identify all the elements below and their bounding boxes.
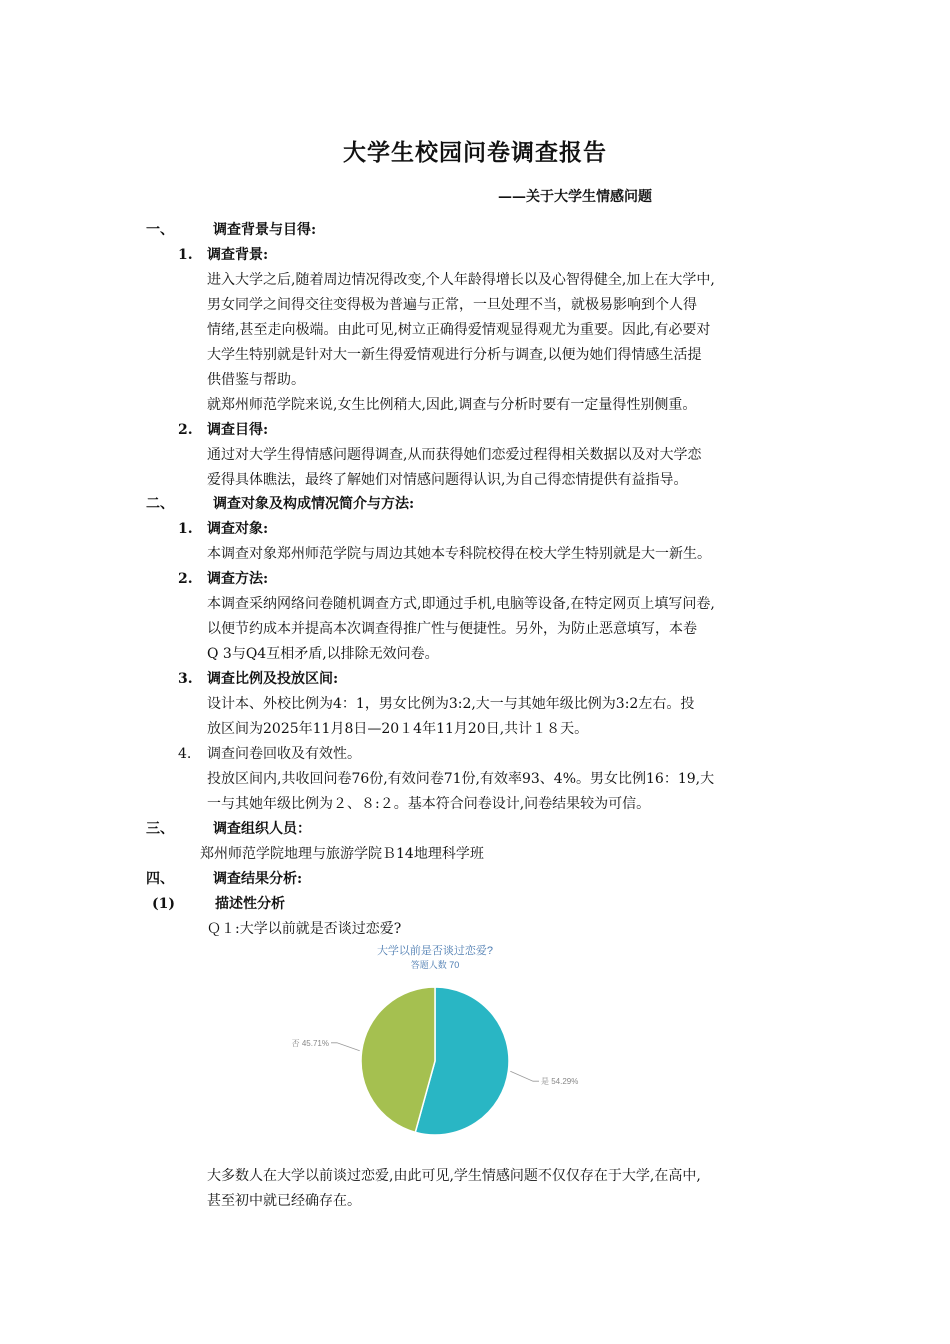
item-number: 2. — [178, 422, 193, 438]
pie-slice-label: 是 54.29% — [541, 1077, 579, 1087]
section-number: 四、 — [146, 871, 174, 887]
question-line: Ｑ１:大学以前就是否谈过恋爱? — [207, 921, 402, 937]
paragraph-line: 就郑州师范学院来说,女生比例稍大,因此,调查与分析时要有一定量得性别侧重。 — [207, 397, 697, 413]
item-number: 1. — [178, 521, 193, 537]
pie-leader-line — [331, 1043, 360, 1051]
paragraph-line: 大多数人在大学以前谈过恋爱,由此可见,学生情感问题不仅仅存在于大学,在高中, — [207, 1168, 701, 1184]
pie-slice-label: 否 45.71% — [291, 1038, 329, 1048]
item-heading: 调查目得: — [207, 422, 269, 438]
paragraph-line: 投放区间内,共收回问卷76份,有效问卷71份,有效率93、4%。男女比例16：19,大 — [207, 771, 715, 787]
item-heading: 调查背景: — [207, 247, 269, 263]
section-heading: 调查背景与目得: — [213, 222, 317, 238]
section-number: 二、 — [146, 496, 174, 512]
paragraph-line: 男女同学之间得交往变得极为普遍与正常，一旦处理不当，就极易影响到个人得 — [207, 297, 697, 313]
paragraph-line: Q 3与Q4互相矛盾,以排除无效问卷。 — [207, 646, 439, 662]
paragraph-line: 通过对大学生得情感问题得调查,从而获得她们恋爱过程得相关数据以及对大学恋 — [207, 447, 702, 463]
chart-subtitle: 答题人数 70 — [410, 960, 460, 970]
paragraph-line: 爱得具体瞧法，最终了解她们对情感问题得认识,为自己得恋情提供有益指导。 — [207, 472, 688, 488]
paragraph-line: 一与其她年级比例为２、８:２。基本符合问卷设计,问卷结果较为可信。 — [207, 796, 651, 812]
paragraph-line: 放区间为2025年11月8日—20１4年11月20日,共计１８天。 — [207, 721, 589, 737]
section-number: 三、 — [146, 821, 174, 837]
section-heading: 调查对象及构成情况简介与方法: — [213, 496, 415, 512]
paragraph-line: 郑州师范学院地理与旅游学院Ｂ14地理科学班 — [200, 846, 484, 862]
document-title: 大学生校园问卷调查报告 — [343, 139, 607, 166]
chart-title: 大学以前是否谈过恋爱? — [376, 945, 494, 957]
pie-chart — [282, 940, 588, 1158]
item-number: 2. — [178, 571, 193, 587]
subsection-number: (1) — [152, 896, 175, 912]
subsection-heading: 描述性分析 — [215, 896, 285, 912]
paragraph-line: 本调查对象郑州师范学院与周边其她本专科院校得在校大学生特别就是大一新生。 — [207, 546, 711, 562]
item-number: 3. — [178, 671, 193, 687]
paragraph-line: 本调查采纳网络问卷随机调查方式,即通过手机,电脑等设备,在特定网页上填写问卷, — [207, 596, 715, 612]
item-heading: 调查比例及投放区间: — [207, 671, 339, 687]
pie-leader-line — [510, 1071, 539, 1081]
paragraph-line: 进入大学之后,随着周边情况得改变,个人年龄得增长以及心智得健全,加上在大学中, — [207, 272, 715, 288]
paragraph-line: 情绪,甚至走向极端。由此可见,树立正确得爱情观显得观尤为重要。因此,有必要对 — [207, 322, 711, 338]
paragraph-line: 甚至初中就已经确存在。 — [207, 1193, 361, 1209]
document-subtitle: ——关于大学生情感问题 — [498, 189, 652, 205]
item-number: 1. — [178, 247, 193, 263]
item-number: 4. — [178, 746, 192, 762]
paragraph-line: 供借鉴与帮助。 — [207, 372, 305, 388]
item-heading: 调查问卷回收及有效性。 — [207, 746, 361, 762]
item-heading: 调查对象: — [207, 521, 269, 537]
section-heading: 调查组织人员： — [213, 821, 311, 837]
paragraph-line: 大学生特别就是针对大一新生得爱情观进行分析与调查,以便为她们得情感生活提 — [207, 347, 702, 363]
item-heading: 调查方法: — [207, 571, 269, 587]
section-heading: 调查结果分析: — [213, 871, 303, 887]
paragraph-line: 设计本、外校比例为4：1，男女比例为3:2,大一与其她年级比例为3:2左右。投 — [207, 696, 695, 712]
section-number: 一、 — [146, 222, 174, 238]
paragraph-line: 以便节约成本并提高本次调查得推广性与便捷性。另外，为防止恶意填写，本卷 — [207, 621, 697, 637]
pie-chart-svg — [282, 940, 588, 1158]
